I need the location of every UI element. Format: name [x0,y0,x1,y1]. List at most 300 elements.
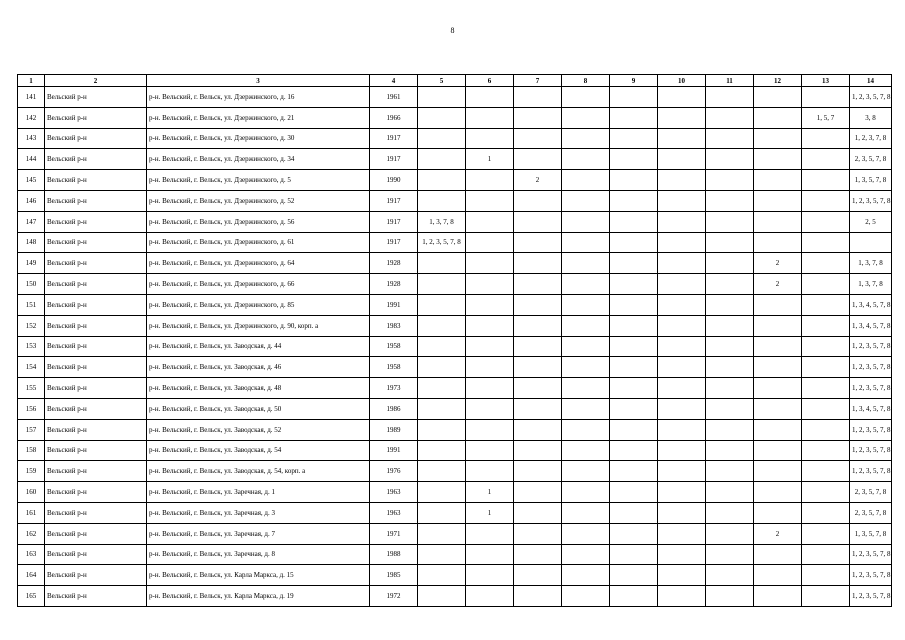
table-cell-col-11 [706,544,754,565]
table-cell-col-6 [466,586,514,607]
table-cell-col-5 [418,523,466,544]
table-cell-col-5 [418,565,466,586]
table-cell-col-5 [418,586,466,607]
table-cell-col-14: 1, 3, 5, 7, 8 [850,523,892,544]
column-header-12: 12 [754,75,802,87]
table-cell-col-9 [610,170,658,191]
table-cell-col-7 [514,378,562,399]
table-cell-col-13 [802,274,850,295]
table-cell-col-2: Вельский р-н [45,378,147,399]
table-cell-col-7 [514,544,562,565]
column-header-2: 2 [45,75,147,87]
table-cell-col-11 [706,378,754,399]
table-row [18,544,892,565]
table-cell-col-3: р-н. Вельский, г. Вельск, ул. Карла Маркса, д. 19 [147,586,370,607]
table-cell-col-4: 1971 [370,523,418,544]
table-cell-col-10 [658,232,706,253]
table-cell-col-10 [658,107,706,128]
table-cell-col-12 [754,315,802,336]
table-cell-col-9 [610,586,658,607]
table-row [18,357,892,378]
table-cell-col-14: 2, 3, 5, 7, 8 [850,149,892,170]
table-cell-col-8 [562,544,610,565]
table-cell-col-12 [754,211,802,232]
table-cell-col-1: 165 [18,586,45,607]
table-cell-col-6 [466,461,514,482]
table-cell-col-4: 1966 [370,107,418,128]
table-cell-col-4: 1917 [370,128,418,149]
table-cell-col-4: 1976 [370,461,418,482]
table-row [18,315,892,336]
table-cell-col-8 [562,461,610,482]
table-cell-col-8 [562,107,610,128]
table-cell-col-9 [610,440,658,461]
table-cell-col-14: 1, 2, 3, 5, 7, 8 [850,461,892,482]
table-cell-col-10 [658,170,706,191]
table-cell-col-3: р-н. Вельский, г. Вельск, ул. Заречная, д. 7 [147,523,370,544]
table-cell-col-12 [754,128,802,149]
table-cell-col-11 [706,149,754,170]
table-cell-col-2: Вельский р-н [45,336,147,357]
column-header-13: 13 [802,75,850,87]
table-cell-col-8 [562,190,610,211]
table-header [18,75,892,87]
table-cell-col-11 [706,357,754,378]
table-cell-col-1: 147 [18,211,45,232]
table-cell-col-13 [802,523,850,544]
register-table [17,74,892,607]
table-cell-col-11 [706,253,754,274]
table-cell-col-14 [850,232,892,253]
column-header-10: 10 [658,75,706,87]
table-cell-col-9 [610,253,658,274]
table-cell-col-11 [706,294,754,315]
table-cell-col-13 [802,419,850,440]
table-row [18,461,892,482]
table-cell-col-10 [658,315,706,336]
table-cell-col-9 [610,128,658,149]
table-cell-col-5 [418,149,466,170]
table-cell-col-8 [562,149,610,170]
table-body [18,87,892,607]
table-cell-col-8 [562,502,610,523]
table-cell-col-12 [754,565,802,586]
table-cell-col-8 [562,586,610,607]
table-cell-col-3: р-н. Вельский, г. Вельск, ул. Заречная, д. 3 [147,502,370,523]
table-cell-col-7 [514,586,562,607]
table-cell-col-4: 1973 [370,378,418,399]
table-row [18,211,892,232]
table-cell-col-7 [514,461,562,482]
table-cell-col-1: 154 [18,357,45,378]
table-cell-col-6 [466,211,514,232]
table-cell-col-12 [754,544,802,565]
table-cell-col-14: 1, 3, 7, 8 [850,253,892,274]
table-cell-col-8 [562,253,610,274]
table-cell-col-1: 143 [18,128,45,149]
table-cell-col-4: 1958 [370,357,418,378]
table-cell-col-10 [658,294,706,315]
table-cell-col-11 [706,419,754,440]
table-cell-col-9 [610,294,658,315]
table-row [18,274,892,295]
table-cell-col-6 [466,107,514,128]
table-cell-col-2: Вельский р-н [45,523,147,544]
table-cell-col-12 [754,294,802,315]
table-cell-col-9 [610,419,658,440]
table-cell-col-8 [562,440,610,461]
table-cell-col-3: р-н. Вельский, г. Вельск, ул. Дзержинского, д. 5 [147,170,370,191]
table-cell-col-6 [466,419,514,440]
table-cell-col-4: 1991 [370,440,418,461]
table-cell-col-14: 1, 2, 3, 5, 7, 8 [850,544,892,565]
table-cell-col-10 [658,211,706,232]
table-cell-col-3: р-н. Вельский, г. Вельск, ул. Дзержинского, д. 85 [147,294,370,315]
table-row [18,523,892,544]
column-header-6: 6 [466,75,514,87]
table-cell-col-6 [466,128,514,149]
table-cell-col-10 [658,190,706,211]
table-cell-col-14: 1, 2, 3, 5, 7, 8 [850,419,892,440]
table-cell-col-12: 2 [754,274,802,295]
table-cell-col-9 [610,357,658,378]
table-cell-col-8 [562,565,610,586]
table-cell-col-10 [658,149,706,170]
table-cell-col-2: Вельский р-н [45,170,147,191]
table-cell-col-3: р-н. Вельский, г. Вельск, ул. Заводская, д. 46 [147,357,370,378]
table-cell-col-4: 1990 [370,170,418,191]
table-cell-col-12: 2 [754,523,802,544]
table-cell-col-9 [610,378,658,399]
table-cell-col-10 [658,87,706,108]
table-cell-col-11 [706,482,754,503]
column-header-1: 1 [18,75,45,87]
column-header-5: 5 [418,75,466,87]
table-cell-col-11 [706,523,754,544]
page-number: 8 [450,26,455,35]
table-cell-col-10 [658,274,706,295]
table-cell-col-5 [418,398,466,419]
table-cell-col-5 [418,544,466,565]
table-cell-col-5 [418,461,466,482]
table-cell-col-7 [514,357,562,378]
table-cell-col-5 [418,190,466,211]
table-cell-col-3: р-н. Вельский, г. Вельск, ул. Карла Маркса, д. 15 [147,565,370,586]
table-cell-col-9 [610,565,658,586]
table-cell-col-1: 164 [18,565,45,586]
table-cell-col-2: Вельский р-н [45,149,147,170]
table-cell-col-14: 2, 3, 5, 7, 8 [850,502,892,523]
table-cell-col-10 [658,336,706,357]
table-row [18,232,892,253]
table-cell-col-6 [466,232,514,253]
table-cell-col-6: 1 [466,149,514,170]
table-cell-col-2: Вельский р-н [45,190,147,211]
table-cell-col-4: 1917 [370,232,418,253]
table-row [18,482,892,503]
table-cell-col-3: р-н. Вельский, г. Вельск, ул. Заводская, д. 54 [147,440,370,461]
table-cell-col-3: р-н. Вельский, г. Вельск, ул. Заводская, д. 44 [147,336,370,357]
table-cell-col-14: 1, 2, 3, 5, 7, 8 [850,586,892,607]
table-cell-col-6 [466,294,514,315]
table-cell-col-13 [802,544,850,565]
table-cell-col-12 [754,398,802,419]
table-cell-col-10 [658,128,706,149]
table-cell-col-7 [514,149,562,170]
table-cell-col-5 [418,419,466,440]
table-cell-col-6 [466,190,514,211]
table-cell-col-9 [610,461,658,482]
table-cell-col-3: р-н. Вельский, г. Вельск, ул. Дзержинского, д. 52 [147,190,370,211]
table-cell-col-8 [562,378,610,399]
table-cell-col-14: 1, 2, 3, 5, 7, 8 [850,378,892,399]
table-cell-col-12 [754,190,802,211]
table-cell-col-5 [418,87,466,108]
table-cell-col-8 [562,336,610,357]
table-row [18,565,892,586]
table-cell-col-14: 1, 2, 3, 7, 8 [850,128,892,149]
table-cell-col-11 [706,190,754,211]
table-cell-col-12 [754,586,802,607]
table-cell-col-2: Вельский р-н [45,565,147,586]
table-cell-col-7 [514,482,562,503]
table-cell-col-10 [658,398,706,419]
table-cell-col-9 [610,523,658,544]
table-cell-col-7: 2 [514,170,562,191]
table-row [18,586,892,607]
table-cell-col-12 [754,461,802,482]
table-cell-col-1: 160 [18,482,45,503]
table-row [18,294,892,315]
table-cell-col-3: р-н. Вельский, г. Вельск, ул. Дзержинского, д. 56 [147,211,370,232]
table-cell-col-6 [466,315,514,336]
table-cell-col-3: р-н. Вельский, г. Вельск, ул. Дзержинского, д. 90, корп. а [147,315,370,336]
column-header-8: 8 [562,75,610,87]
table-cell-col-11 [706,461,754,482]
table-cell-col-8 [562,315,610,336]
table-cell-col-12 [754,87,802,108]
table-cell-col-2: Вельский р-н [45,419,147,440]
table-cell-col-7 [514,211,562,232]
table-cell-col-11 [706,232,754,253]
table-cell-col-7 [514,87,562,108]
table-cell-col-9 [610,482,658,503]
table-cell-col-2: Вельский р-н [45,87,147,108]
table-cell-col-10 [658,502,706,523]
table-cell-col-13 [802,565,850,586]
table-cell-col-5 [418,378,466,399]
table-cell-col-4: 1963 [370,502,418,523]
table-cell-col-1: 163 [18,544,45,565]
table-cell-col-11 [706,398,754,419]
table-cell-col-4: 1986 [370,398,418,419]
table-cell-col-4: 1917 [370,190,418,211]
table-cell-col-9 [610,274,658,295]
table-cell-col-4: 1972 [370,586,418,607]
table-cell-col-2: Вельский р-н [45,294,147,315]
table-cell-col-4: 1928 [370,253,418,274]
table-cell-col-5 [418,502,466,523]
table-cell-col-11 [706,170,754,191]
table-cell-col-13 [802,461,850,482]
table-row [18,107,892,128]
table-cell-col-1: 159 [18,461,45,482]
table-cell-col-12 [754,482,802,503]
table-row [18,149,892,170]
table-cell-col-3: р-н. Вельский, г. Вельск, ул. Дзержинского, д. 34 [147,149,370,170]
table-cell-col-13 [802,128,850,149]
table-row [18,170,892,191]
table-cell-col-6: 1 [466,482,514,503]
table-cell-col-7 [514,232,562,253]
table-cell-col-5 [418,482,466,503]
table-cell-col-5 [418,170,466,191]
table-cell-col-2: Вельский р-н [45,315,147,336]
table-cell-col-7 [514,294,562,315]
table-cell-col-14: 1, 2, 3, 5, 7, 8 [850,565,892,586]
table-cell-col-2: Вельский р-н [45,544,147,565]
table-cell-col-6 [466,565,514,586]
table-cell-col-10 [658,378,706,399]
table-row [18,128,892,149]
table-cell-col-10 [658,482,706,503]
table-cell-col-10 [658,419,706,440]
table-cell-col-13 [802,294,850,315]
table-cell-col-3: р-н. Вельский, г. Вельск, ул. Заречная, д. 1 [147,482,370,503]
table-cell-col-5: 1, 2, 3, 5, 7, 8 [418,232,466,253]
table-cell-col-8 [562,232,610,253]
table-cell-col-5 [418,253,466,274]
table-cell-col-13 [802,336,850,357]
table-cell-col-14: 1, 2, 3, 5, 7, 8 [850,357,892,378]
table-cell-col-1: 153 [18,336,45,357]
table-cell-col-7 [514,502,562,523]
table-cell-col-1: 156 [18,398,45,419]
table-cell-col-11 [706,336,754,357]
table-cell-col-12 [754,378,802,399]
table-cell-col-13 [802,502,850,523]
table-cell-col-8 [562,170,610,191]
table-cell-col-6 [466,523,514,544]
table-cell-col-5 [418,315,466,336]
table-cell-col-9 [610,502,658,523]
table-cell-col-1: 158 [18,440,45,461]
table-cell-col-4: 1928 [370,274,418,295]
table-cell-col-6 [466,87,514,108]
table-cell-col-9 [610,87,658,108]
table-cell-col-6 [466,170,514,191]
table-cell-col-7 [514,336,562,357]
table-cell-col-7 [514,523,562,544]
table-cell-col-2: Вельский р-н [45,107,147,128]
table-cell-col-14: 1, 3, 7, 8 [850,274,892,295]
table-cell-col-12 [754,440,802,461]
table-cell-col-9 [610,149,658,170]
table-cell-col-10 [658,565,706,586]
table-cell-col-1: 155 [18,378,45,399]
table-cell-col-7 [514,253,562,274]
table-cell-col-7 [514,190,562,211]
table-cell-col-3: р-н. Вельский, г. Вельск, ул. Дзержинского, д. 16 [147,87,370,108]
table-cell-col-2: Вельский р-н [45,274,147,295]
table-cell-col-14: 3, 8 [850,107,892,128]
column-header-3: 3 [147,75,370,87]
table-cell-col-10 [658,461,706,482]
table-cell-col-8 [562,419,610,440]
table-cell-col-3: р-н. Вельский, г. Вельск, ул. Заводская, д. 54, корп. а [147,461,370,482]
table-cell-col-4: 1961 [370,87,418,108]
table-cell-col-1: 145 [18,170,45,191]
table-cell-col-1: 146 [18,190,45,211]
table-cell-col-12 [754,357,802,378]
table-cell-col-10 [658,544,706,565]
table-cell-col-6 [466,544,514,565]
table-cell-col-4: 1991 [370,294,418,315]
table-cell-col-2: Вельский р-н [45,586,147,607]
table-cell-col-10 [658,357,706,378]
table-cell-col-2: Вельский р-н [45,398,147,419]
table-cell-col-8 [562,357,610,378]
table-cell-col-13 [802,440,850,461]
table-cell-col-3: р-н. Вельский, г. Вельск, ул. Заводская, д. 50 [147,398,370,419]
table-cell-col-9 [610,190,658,211]
table-cell-col-8 [562,294,610,315]
table-cell-col-11 [706,107,754,128]
table-row [18,419,892,440]
table-cell-col-13 [802,87,850,108]
table-cell-col-1: 151 [18,294,45,315]
table-cell-col-4: 1917 [370,211,418,232]
table-cell-col-2: Вельский р-н [45,357,147,378]
table-cell-col-14: 1, 2, 3, 5, 7, 8 [850,190,892,211]
table-cell-col-5 [418,336,466,357]
table-cell-col-10 [658,523,706,544]
table-cell-col-8 [562,482,610,503]
table-cell-col-6: 1 [466,502,514,523]
table-cell-col-11 [706,87,754,108]
table-cell-col-14: 1, 2, 3, 5, 7, 8 [850,336,892,357]
table-cell-col-3: р-н. Вельский, г. Вельск, ул. Дзержинского, д. 21 [147,107,370,128]
table-cell-col-1: 157 [18,419,45,440]
table-cell-col-2: Вельский р-н [45,232,147,253]
table-cell-col-7 [514,565,562,586]
table-cell-col-1: 162 [18,523,45,544]
table-cell-col-9 [610,232,658,253]
table-cell-col-12 [754,336,802,357]
table-cell-col-1: 149 [18,253,45,274]
table-row [18,336,892,357]
table-cell-col-4: 1963 [370,482,418,503]
table-cell-col-2: Вельский р-н [45,461,147,482]
table-row [18,87,892,108]
table-cell-col-13 [802,232,850,253]
table-cell-col-6 [466,253,514,274]
table-cell-col-3: р-н. Вельский, г. Вельск, ул. Дзержинского, д. 30 [147,128,370,149]
table-cell-col-3: р-н. Вельский, г. Вельск, ул. Дзержинского, д. 61 [147,232,370,253]
table-cell-col-7 [514,419,562,440]
column-header-7: 7 [514,75,562,87]
table-cell-col-1: 161 [18,502,45,523]
table-cell-col-6 [466,357,514,378]
table-cell-col-6 [466,378,514,399]
column-header-4: 4 [370,75,418,87]
table-cell-col-14: 1, 3, 4, 5, 7, 8 [850,294,892,315]
table-cell-col-2: Вельский р-н [45,128,147,149]
table-cell-col-14: 1, 3, 4, 5, 7, 8 [850,398,892,419]
table-cell-col-3: р-н. Вельский, г. Вельск, ул. Заречная, д. 8 [147,544,370,565]
table-cell-col-13 [802,357,850,378]
table-cell-col-8 [562,398,610,419]
